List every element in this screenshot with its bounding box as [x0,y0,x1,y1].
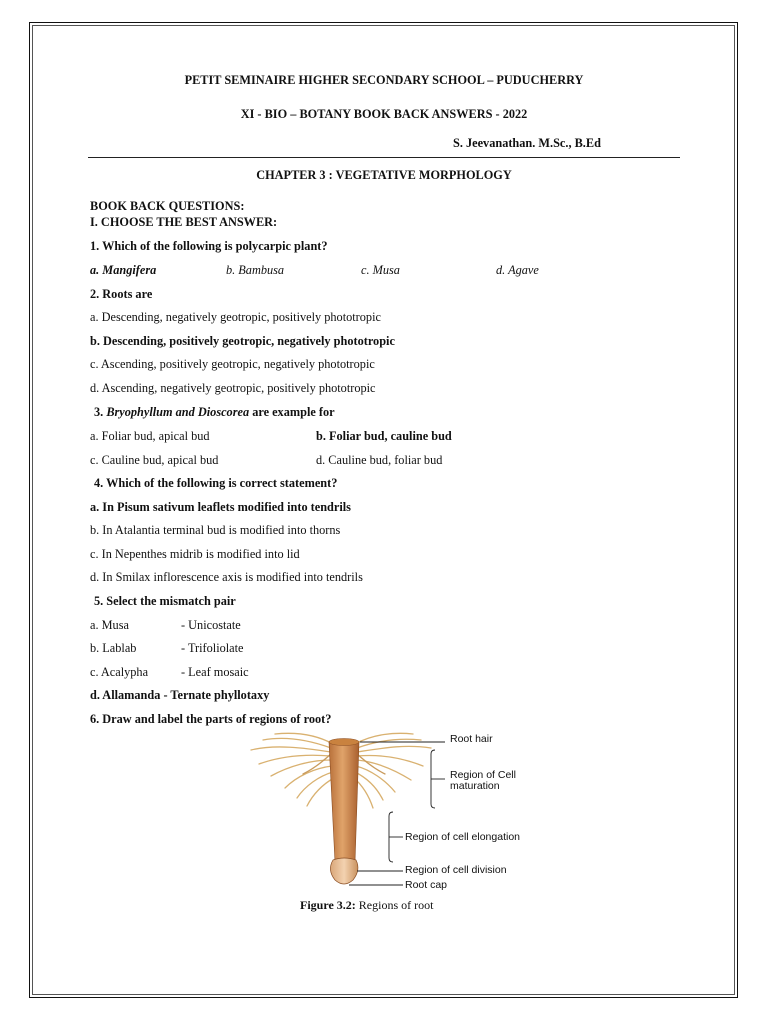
q1-option-b: b. Bambusa [226,263,285,277]
figure-caption [300,898,433,913]
q1-option-a: a. Mangifera [90,263,157,277]
q4-option-c: c. In Nepenthes midrib is modified into lid [90,547,300,561]
q4-option-d: d. In Smilax inflorescence axis is modified into tendrils [90,570,363,584]
q5-option-b-name: b. Lablab [90,641,137,655]
q3-rest-text: are example for [252,405,335,419]
figure-caption-text: Regions of root [358,898,434,912]
label-cell-maturation-line2: maturation [450,780,500,792]
question-5: 5. Select the mismatch pair [94,594,236,608]
q3-option-b: b. Foliar bud, cauline bud [316,429,452,443]
label-root-hair: Root hair [450,733,493,745]
q5-option-d: d. Allamanda - Ternate phyllotaxy [90,688,270,702]
figure-caption-number: Figure 3.2: [300,898,356,912]
subject-heading: XI - BIO – BOTANY BOOK BACK ANSWERS - 2022 [240,107,528,121]
q3-number: 3. [94,405,104,419]
root-body [329,740,359,865]
q5-option-a-value: - Unicostate [181,618,241,632]
q5-option-a-name: a. Musa [90,618,129,632]
question-6: 6. Draw and label the parts of regions of root? [90,712,332,726]
q4-option-a: a. In Pisum sativum leaflets modified into tendrils [90,500,351,514]
q5-option-c-name: c. Acalypha [90,665,149,679]
q3-italic-text: Bryophyllum and Dioscorea [106,405,250,419]
q2-option-b: b. Descending, positively geotropic, negatively phototropic [90,334,395,348]
root-regions-figure [245,730,545,892]
label-cell-division: Region of cell division [405,864,507,876]
q1-option-d: d. Agave [496,263,539,277]
section-subtitle: I. CHOOSE THE BEST ANSWER: [90,215,278,229]
school-heading: PETIT SEMINAIRE HIGHER SECONDARY SCHOOL – PUDUCHERRY [184,73,584,87]
q5-option-c-value: - Leaf mosaic [181,665,249,679]
q2-option-d: d. Ascending, negatively geotropic, positively phototropic [90,381,376,395]
header-divider [88,157,680,158]
root-cap [330,858,357,884]
question-3 [94,405,335,419]
question-2: 2. Roots are [90,287,153,301]
author-line: S. Jeevanathan. M.Sc., B.Ed [453,136,601,150]
q3-option-d: d. Cauline bud, foliar bud [316,453,443,467]
question-1: 1. Which of the following is polycarpic plant? [90,239,328,253]
label-root-cap: Root cap [405,879,448,891]
q4-option-b: b. In Atalantia terminal bud is modified into thorns [90,523,341,537]
label-cell-elongation: Region of cell elongation [405,831,520,843]
q1-option-c: c. Musa [361,263,400,277]
chapter-title: CHAPTER 3 : VEGETATIVE MORPHOLOGY [256,168,512,182]
q2-option-c: c. Ascending, positively geotropic, negatively phototropic [90,357,375,371]
section-title: BOOK BACK QUESTIONS: [90,199,245,213]
q3-option-a: a. Foliar bud, apical bud [90,429,210,443]
q5-option-b-value: - Trifoliolate [181,641,244,655]
question-4: 4. Which of the following is correct statement? [94,476,338,490]
q3-option-c: c. Cauline bud, apical bud [90,453,219,467]
q2-option-a: a. Descending, negatively geotropic, positively phototropic [90,310,381,324]
label-cell-maturation-line1: Region of Cell [450,769,516,781]
